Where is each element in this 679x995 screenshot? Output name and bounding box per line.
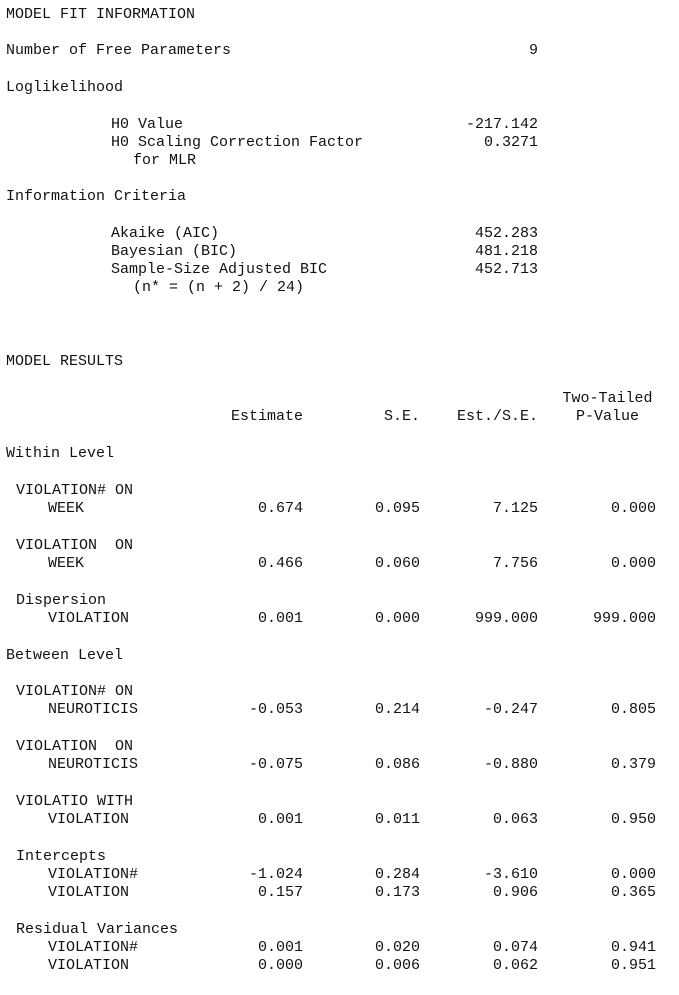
results-title: MODEL RESULTS	[6, 353, 124, 370]
information-criteria-label: Information Criteria	[6, 188, 187, 205]
h0-scaling-label-2: for MLR	[133, 152, 197, 169]
estimate-header: Estimate	[230, 408, 303, 425]
intercepts-r2-pvalue: 0.365	[610, 884, 656, 901]
residuals-r1-est-se: 0.074	[492, 939, 538, 956]
within-g2-var: WEEK	[48, 555, 85, 572]
intercepts-r2-var: VIOLATION	[48, 884, 130, 901]
between-g2-var: NEUROTICIS	[48, 756, 139, 773]
intercepts-header: Intercepts	[16, 848, 107, 865]
between-g3-pvalue: 0.950	[610, 811, 656, 828]
residuals-r2-pvalue: 0.951	[610, 957, 656, 974]
aic-value: 452.283	[474, 225, 538, 242]
within-g1-estimate: 0.674	[257, 500, 303, 517]
intercepts-r2-est-se: 0.906	[492, 884, 538, 901]
within-g2-pvalue: 0.000	[610, 555, 656, 572]
intercepts-r1-var: VIOLATION#	[48, 866, 139, 883]
se-header: S.E.	[383, 408, 420, 425]
intercepts-r1-se: 0.284	[374, 866, 420, 883]
free-params-label: Number of Free Parameters	[6, 42, 232, 59]
residuals-r2-se: 0.006	[374, 957, 420, 974]
free-params-value: 9	[528, 42, 538, 59]
between-g3-header: VIOLATIO WITH	[16, 793, 134, 810]
between-g2-pvalue: 0.379	[610, 756, 656, 773]
between-g1-var: NEUROTICIS	[48, 701, 139, 718]
between-g1-estimate: -0.053	[248, 701, 303, 718]
intercepts-r2-se: 0.173	[374, 884, 420, 901]
bic-label: Bayesian (BIC)	[111, 243, 238, 260]
est-se-header: Est./S.E.	[456, 408, 538, 425]
between-g3-est-se: 0.063	[492, 811, 538, 828]
within-g3-se: 0.000	[374, 610, 420, 627]
residual-variances-header: Residual Variances	[16, 921, 179, 938]
h0-scaling-label: H0 Scaling Correction Factor	[111, 134, 364, 151]
within-g1-header: VIOLATION# ON	[16, 482, 134, 499]
within-g3-var: VIOLATION	[48, 610, 130, 627]
h0-value-label: H0 Value	[111, 116, 184, 133]
h0-scaling-value: 0.3271	[483, 134, 538, 151]
residuals-r1-var: VIOLATION#	[48, 939, 139, 956]
sabic-formula: (n* = (n + 2) / 24)	[133, 279, 305, 296]
loglikelihood-label: Loglikelihood	[6, 79, 124, 96]
residuals-r1-pvalue: 0.941	[610, 939, 656, 956]
residuals-r2-var: VIOLATION	[48, 957, 130, 974]
pvalue-header-line1: Two-Tailed	[562, 390, 653, 407]
within-g3-estimate: 0.001	[257, 610, 303, 627]
within-g3-header: Dispersion	[16, 592, 107, 609]
residuals-r2-est-se: 0.062	[492, 957, 538, 974]
intercepts-r1-pvalue: 0.000	[610, 866, 656, 883]
intercepts-r2-estimate: 0.157	[257, 884, 303, 901]
within-g2-se: 0.060	[374, 555, 420, 572]
between-g3-se: 0.011	[374, 811, 420, 828]
within-g1-var: WEEK	[48, 500, 85, 517]
within-g1-pvalue: 0.000	[610, 500, 656, 517]
residuals-r1-se: 0.020	[374, 939, 420, 956]
within-g2-estimate: 0.466	[257, 555, 303, 572]
between-g2-est-se: -0.880	[483, 756, 538, 773]
h0-value: -217.142	[465, 116, 538, 133]
between-g3-estimate: 0.001	[257, 811, 303, 828]
residuals-r1-estimate: 0.001	[257, 939, 303, 956]
within-g2-est-se: 7.756	[492, 555, 538, 572]
aic-label: Akaike (AIC)	[111, 225, 220, 242]
bic-value: 481.218	[474, 243, 538, 260]
intercepts-r1-est-se: -3.610	[483, 866, 538, 883]
within-g3-est-se: 999.000	[474, 610, 538, 627]
between-g2-se: 0.086	[374, 756, 420, 773]
within-g2-header: VIOLATION ON	[16, 537, 134, 554]
between-g2-header: VIOLATION ON	[16, 738, 134, 755]
within-g3-pvalue: 999.000	[592, 610, 656, 627]
between-g2-estimate: -0.075	[248, 756, 303, 773]
residuals-r2-estimate: 0.000	[257, 957, 303, 974]
between-g1-se: 0.214	[374, 701, 420, 718]
between-level-label: Between Level	[6, 647, 124, 664]
fit-title: MODEL FIT INFORMATION	[6, 6, 196, 23]
within-g1-est-se: 7.125	[492, 500, 538, 517]
within-g1-se: 0.095	[374, 500, 420, 517]
within-level-label: Within Level	[6, 445, 115, 462]
sabic-label: Sample-Size Adjusted BIC	[111, 261, 328, 278]
between-g1-header: VIOLATION# ON	[16, 683, 134, 700]
between-g3-var: VIOLATION	[48, 811, 130, 828]
intercepts-r1-estimate: -1.024	[248, 866, 303, 883]
between-g1-est-se: -0.247	[483, 701, 538, 718]
between-g1-pvalue: 0.805	[610, 701, 656, 718]
sabic-value: 452.713	[474, 261, 538, 278]
pvalue-header-line2: P-Value	[575, 408, 639, 425]
